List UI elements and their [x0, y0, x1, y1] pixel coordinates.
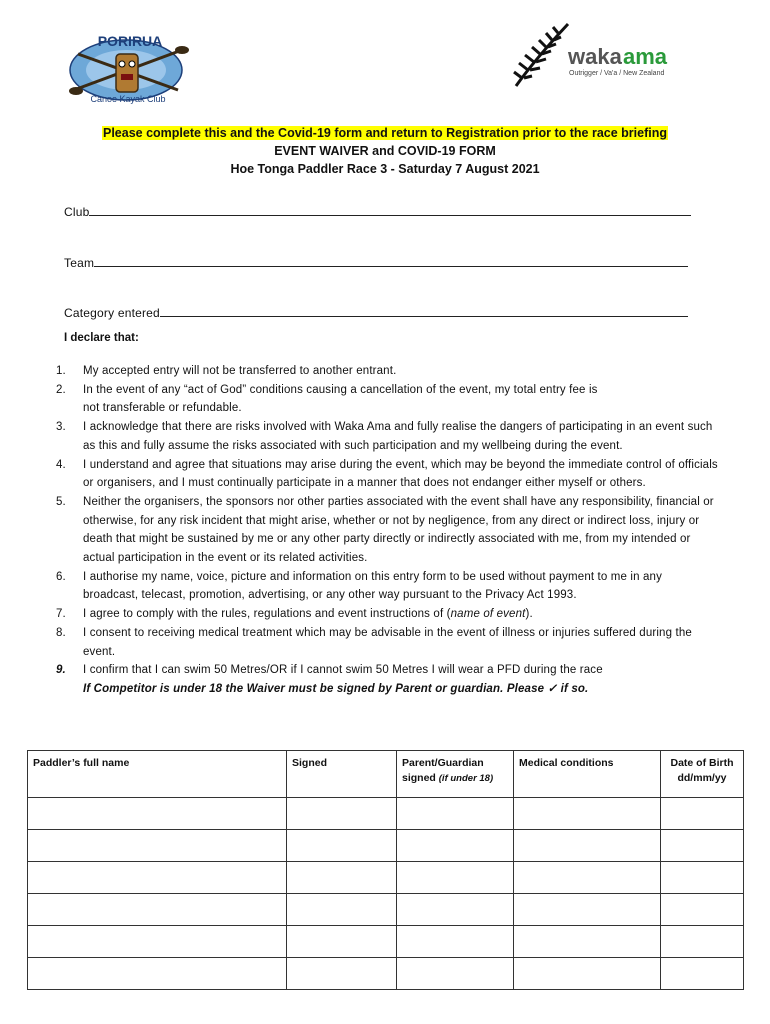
table-header-row [28, 751, 744, 798]
parent-cell[interactable] [397, 830, 514, 862]
brand-waka: waka [568, 44, 622, 69]
table-row [28, 798, 744, 830]
parent-cell[interactable] [397, 958, 514, 990]
medical-cell[interactable] [514, 830, 661, 862]
medical-cell[interactable] [514, 958, 661, 990]
dob-cell[interactable] [661, 894, 744, 926]
under-18-note: If Competitor is under 18 the Waiver must be signed by Parent or guardian. Please ✓ if so. [83, 682, 589, 695]
name-cell[interactable] [28, 958, 287, 990]
brand-ama: ama [623, 44, 668, 69]
table-row [28, 958, 744, 990]
fern-icon [514, 24, 568, 86]
list-item: 3. I acknowledge that there are risks involved with Waka Ama and fully realise the dangers of participating in an event such as this and fully assume the risks associated with such participation and my wellbeing during the event. [56, 421, 713, 452]
club-field[interactable]: Club [64, 205, 691, 219]
signed-cell[interactable] [287, 798, 397, 830]
brand-tagline: Outrigger / Va'a / New Zealand [569, 70, 665, 77]
club-text: Canoe Kayak Club [90, 94, 166, 104]
parent-cell[interactable] [397, 926, 514, 958]
parent-cell[interactable] [397, 894, 514, 926]
list-item: 9. I confirm that I can swim 50 Metres/OR if I cannot swim 50 Metres I will wear a PFD during the race [56, 664, 603, 677]
col-signed: Signed [287, 751, 397, 798]
team-field[interactable]: Team [64, 256, 688, 270]
signed-cell[interactable] [287, 958, 397, 990]
parent-cell[interactable] [397, 862, 514, 894]
table-row [28, 894, 744, 926]
porirua-text: PORIRUA [97, 33, 163, 49]
col-medical: Medical conditions [514, 751, 661, 798]
medical-cell[interactable] [514, 926, 661, 958]
list-item: 8. I consent to receiving medical treatment which may be advisable in the event of illness or injuries suffered during the event. [56, 626, 692, 658]
parent-cell[interactable] [397, 798, 514, 830]
signed-cell[interactable] [287, 894, 397, 926]
category-field[interactable]: Category entered [64, 306, 688, 320]
table-row [28, 862, 744, 894]
name-cell[interactable] [28, 830, 287, 862]
porirua-club-logo [66, 28, 192, 106]
signed-cell[interactable] [287, 830, 397, 862]
col-paddler-name: Paddler’s full name [28, 751, 287, 798]
name-cell[interactable] [28, 798, 287, 830]
list-item: 5. Neither the organisers, the sponsors nor other parties associated with the event shall have any responsibility, financial or otherwise, for any risk incident that might arise, whether or not by negligence, from any direct or indirect loss, injury or death that might be sustained by me or any other party directly or indirectly associated with me, from my intended or actual participation in the event or its related activities. [56, 495, 714, 565]
name-cell[interactable] [28, 862, 287, 894]
table-row [28, 830, 744, 862]
instruction-line: Please complete this and the Covid-19 form and return to Registration prior to the race briefing [103, 126, 667, 140]
signed-cell[interactable] [287, 862, 397, 894]
form-title: EVENT WAIVER and COVID-19 FORM [274, 144, 496, 158]
dob-cell[interactable] [661, 958, 744, 990]
declaration-list [56, 362, 720, 699]
medical-cell[interactable] [514, 798, 661, 830]
signed-cell[interactable] [287, 926, 397, 958]
table-row [28, 926, 744, 958]
list-item: 1. My accepted entry will not be transferred to another entrant. [56, 365, 397, 377]
dob-cell[interactable] [661, 798, 744, 830]
wakaama-logo [512, 20, 692, 90]
list-item: 7. I agree to comply with the rules, regulations and event instructions of (name of event). [56, 608, 533, 621]
dob-cell[interactable] [661, 862, 744, 894]
race-title: Hoe Tonga Paddler Race 3 - Saturday 7 August 2021 [230, 162, 540, 176]
declare-heading: I declare that: [64, 332, 139, 344]
col-dob: Date of Birth dd/mm/yy [661, 751, 744, 798]
name-cell[interactable] [28, 926, 287, 958]
dob-cell[interactable] [661, 926, 744, 958]
list-item: 6. I authorise my name, voice, picture and information on this entry form to be used without payment to me in any broadcast, telecast, promotion, advertising, or any other way pursuant to the Privacy Act 1993. [56, 570, 663, 602]
medical-cell[interactable] [514, 894, 661, 926]
paddler-signature-table [27, 750, 744, 990]
list-item: 4. I understand and agree that situations may arise during the event, which may be beyond the immediate control of officials or organisers, and I must continually participate in a manner that does not endanger either myself or others. [56, 458, 718, 490]
name-cell[interactable] [28, 894, 287, 926]
list-item: 2. In the event of any “act of God” conditions causing a cancellation of the event, my total entry fee is not transferable or refundable. [56, 383, 598, 415]
medical-cell[interactable] [514, 862, 661, 894]
col-parent-signed: Parent/Guardian signed (if under 18) [397, 751, 514, 798]
dob-cell[interactable] [661, 830, 744, 862]
